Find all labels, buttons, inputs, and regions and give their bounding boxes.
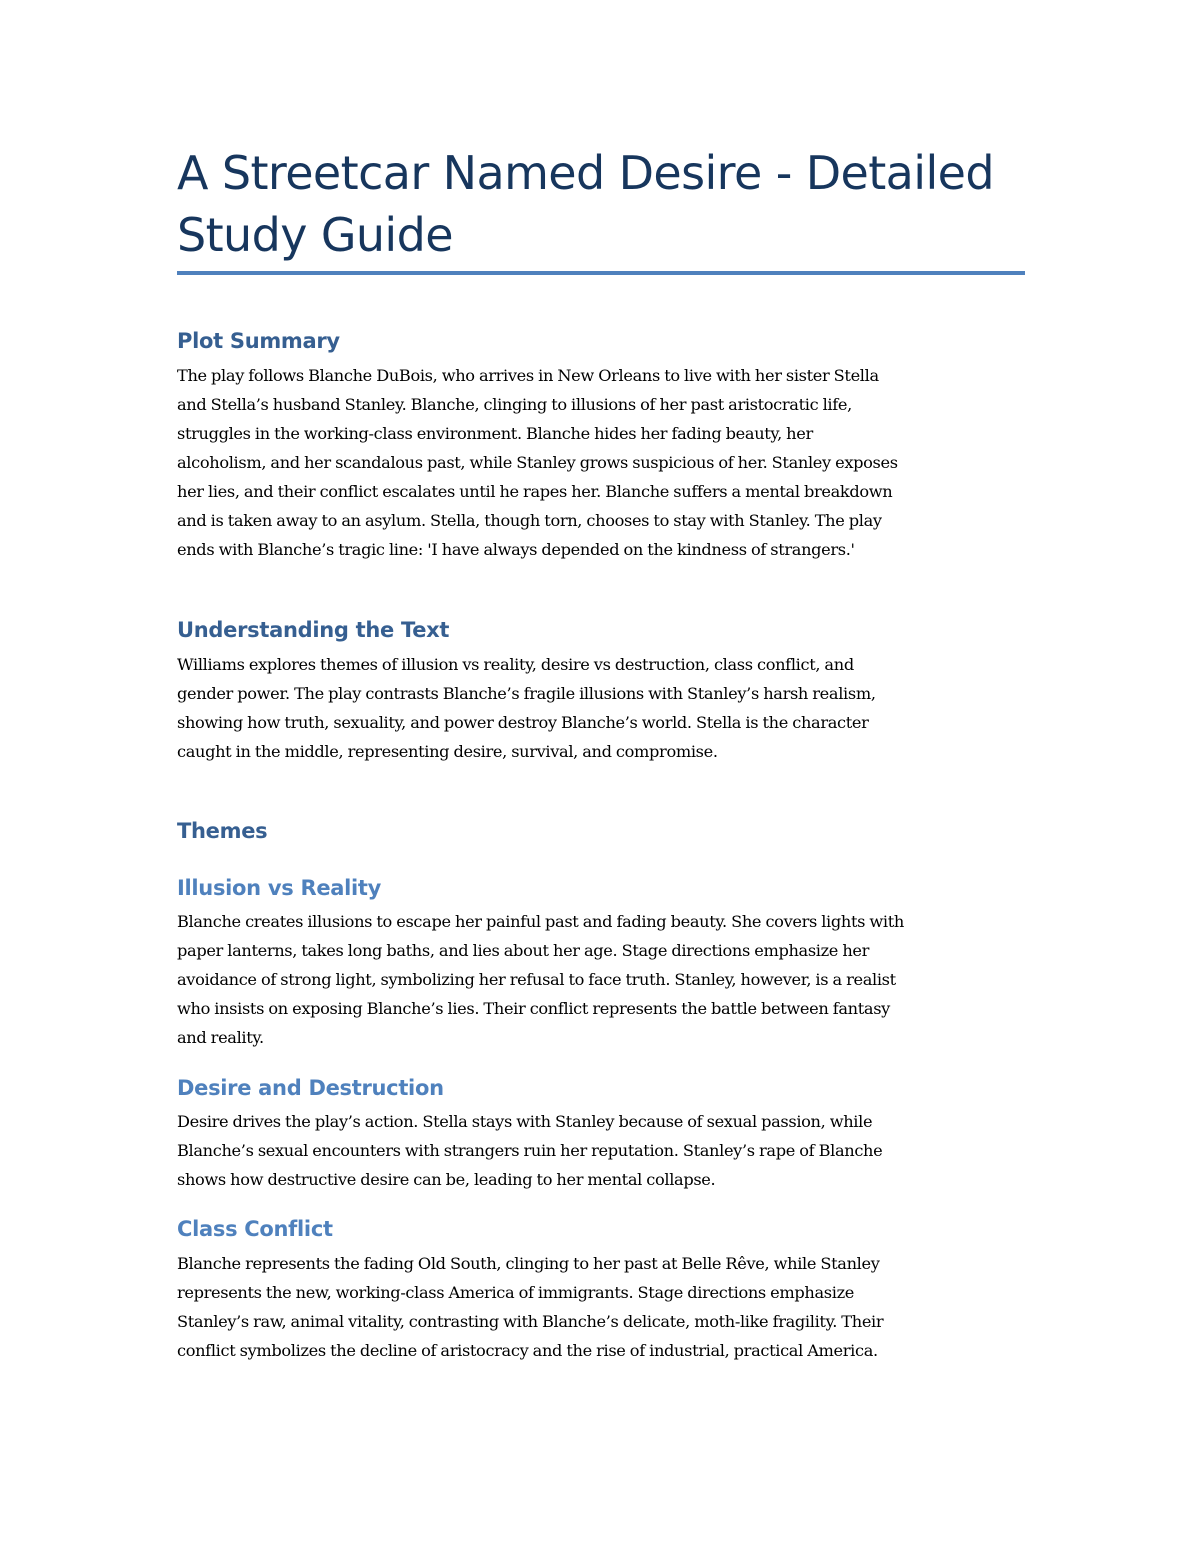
understanding-paragraph [177,650,1025,766]
text-line: caught in the middle, representing desire, survival, and compromise. [177,742,718,761]
section-heading-themes: Themes [177,819,268,843]
text-line: The play follows Blanche DuBois, who arrives in New Orleans to live with her sister Stella [177,366,879,385]
title-line: A Streetcar Named Desire - Detailed [177,146,994,200]
text-line: represents the new, working-class America of immigrants. Stage directions emphasize [177,1283,854,1302]
illusion-vs-reality-paragraph [177,907,1025,1052]
text-line: and is taken away to an asylum. Stella, though torn, chooses to stay with Stanley. The play [177,511,882,530]
text-line: Blanche represents the fading Old South, clinging to her past at Belle Rêve, while Stanley [177,1254,880,1273]
text-line: and reality. [177,1028,264,1047]
text-line: struggles in the working-class environment. Blanche hides her fading beauty, her [177,424,813,443]
title-divider [177,271,1025,275]
title-line: Study Guide [177,208,453,262]
desire-and-destruction-paragraph [177,1107,1025,1194]
text-line: her lies, and their conflict escalates until he rapes her. Blanche suffers a mental breakdown [177,482,893,501]
text-line: Desire drives the play’s action. Stella stays with Stanley because of sexual passion, while [177,1112,873,1131]
text-line: showing how truth, sexuality, and power destroy Blanche’s world. Stella is the character [177,713,869,732]
text-line: Stanley’s raw, animal vitality, contrasting with Blanche’s delicate, moth-like fragility. Their [177,1312,884,1331]
text-line: who insists on exposing Blanche’s lies. Their conflict represents the battle between fantasy [177,999,890,1018]
document-title [177,142,1025,266]
text-line: and Stella’s husband Stanley. Blanche, clinging to illusions of her past aristocratic life, [177,395,852,414]
subheading-illusion-vs-reality: Illusion vs Reality [177,876,382,900]
text-line: alcoholism, and her scandalous past, while Stanley grows suspicious of her. Stanley exposes [177,453,898,472]
section-heading-understanding-the-text: Understanding the Text [177,618,450,642]
subheading-desire-and-destruction: Desire and Destruction [177,1076,444,1100]
class-conflict-paragraph [177,1249,1025,1365]
text-line: paper lanterns, takes long baths, and lies about her age. Stage directions emphasize her [177,941,870,960]
text-line: avoidance of strong light, symbolizing her refusal to face truth. Stanley, however, is a realist [177,970,896,989]
text-line: Blanche’s sexual encounters with strangers ruin her reputation. Stanley’s rape of Blanche [177,1141,883,1160]
plot-summary-paragraph [177,361,1025,564]
text-line: conflict symbolizes the decline of aristocracy and the rise of industrial, practical America. [177,1341,878,1360]
subheading-class-conflict: Class Conflict [177,1217,333,1241]
text-line: shows how destructive desire can be, leading to her mental collapse. [177,1170,716,1189]
text-line: Williams explores themes of illusion vs reality, desire vs destruction, class conflict, and [177,655,854,674]
text-line: gender power. The play contrasts Blanche’s fragile illusions with Stanley’s harsh realism, [177,684,876,703]
text-line: Blanche creates illusions to escape her painful past and fading beauty. She covers lights with [177,912,904,931]
text-line: ends with Blanche’s tragic line: 'I have always depended on the kindness of strangers.' [177,540,855,559]
section-heading-plot-summary: Plot Summary [177,329,340,353]
